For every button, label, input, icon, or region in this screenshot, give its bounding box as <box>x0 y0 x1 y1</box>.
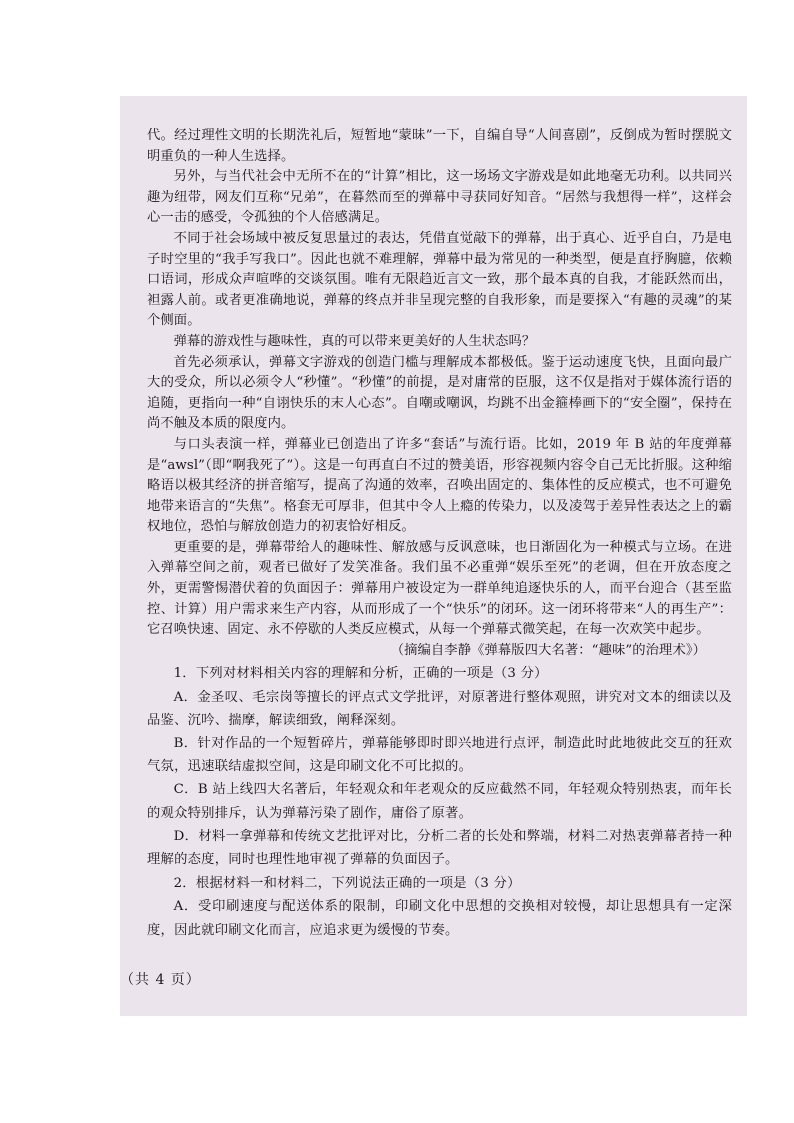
question-stem: 2．根据材料一和材料二，下列说法正确的一项是（3 分） <box>173 876 521 892</box>
paragraph: 首先必须承认，弹幕文字游戏的创造门槛与理解成本都极低。鉴于运动速度飞快，且面向最广大的受众，所以必须令人“秒懂”。“秒懂”的前提，是对庸常的臣服，这不仅是指对于媒体流行语的追随，更指向一种“自诩快乐的末人心态”。自嘲或嘲讽，均跳不出金箍棒画下的“安全圈”，保持在尚不触及本质的限度内。 <box>147 354 732 432</box>
paragraph: 不同于社会场域中被反复思量过的表达，凭借直觉敲下的弹幕，出于真心、近乎自白，乃是电子时空里的“我手写我口”。因此也就不难理解，弹幕中最为常见的一种类型，便是直抒胸臆，依赖口语词，形成众声喧哗的交谈氛围。唯有无限趋近言文一致，那个最本真的自我，才能跃然而出，袒露人前。或者更准确地说，弹幕的终点并非呈现完整的自我形象，而是要探入“有趣的灵魂”的某个侧面。 <box>147 230 732 329</box>
option-a: A．受印刷速度与配送体系的限制，印刷文化中思想的交换相对较慢，却让思想具有一定深度，因此就印刷文化而言，应追求更为缓慢的节奏。 <box>147 899 732 938</box>
exam-page <box>120 96 747 1016</box>
page-count-footer: （共 4 页） <box>120 972 201 988</box>
option-c: C．B 站上线四大名著后，年轻观众和年老观众的反应截然不同，年轻观众特别热衷，而年长的观众特别排斥，认为弹幕污染了剧作，庸俗了原著。 <box>147 782 732 821</box>
paragraph: 另外，与当代社会中无所不在的“计算”相比，这一场场文字游戏是如此地毫无功利。以共同兴趣为纽带，网友们互称“兄弟”，在暮然而至的弹幕中寻获同好知音。“居然与我想得一样”，这样会心一击的感受，令孤独的个人倍感满足。 <box>147 169 732 226</box>
question-1 <box>147 662 732 871</box>
paragraph: 更重要的是，弹幕带给人的趣味性、解放感与反讽意味，也日渐固化为一种模式与立场。在进入弹幕空间之前，观者已做好了发笑准备。我们虽不必重弹“娱乐至死”的老调，但在开放态度之外，更需警惕潜伏着的负面因子：弹幕用户被设定为一群单纯追逐快乐的人，而平台迎合（甚至监控、计算）用户需求来生产内容，从而形成了一个“快乐”的闭环。这一闭环将带来“人的再生产”：它召唤快速、固定、永不停歇的人类反应模式，从每一个弹幕式微笑起，在每一次欢笑中起步。 <box>147 539 732 638</box>
question-2 <box>147 872 732 942</box>
paragraph-question: 弹幕的游戏性与趣味性，真的可以带来更美好的人生状态吗？ <box>173 333 536 349</box>
option-a: A．金圣叹、毛宗岗等擅长的评点式文学批评，对原著进行整体观照，讲究对文本的细读以及品鉴、沉吟、揣摩，解读细致，阐释深刻。 <box>147 689 732 728</box>
question-stem: 1．下列对材料相关内容的理解和分析，正确的一项是（3 分） <box>173 666 548 682</box>
option-d: D．材料一拿弹幕和传统文艺批评对比，分析二者的长处和弊端，材料二对热衷弹幕者持一种理解的态度，同时也理性地审视了弹幕的负面因子。 <box>147 828 732 868</box>
source-citation: （摘编自李静《弹幕版四大名著：“趣味”的治理术》） <box>390 642 706 658</box>
paragraph: 与口头表演一样，弹幕业已创造出了许多“套话”与流行语。比如，2019 年 B 站的年度弹幕是“awsl”（即“啊我死了”）。这是一句再直白不过的赞美语，形容视频内容令自己无比折服。这种缩略语以极其经济的拼音缩写，提高了沟通的效率，召唤出固定的、集体性的反应模式，也不可避免地带来语言的“失焦”。格套无可厚非，但其中令人上瘾的传染力，以及凌驾于差异性表达之上的霸权地位，恐怕与解放创造力的初衷恰好相反。 <box>147 436 732 535</box>
page-content <box>147 126 732 942</box>
paragraph-continued: 代。经过理性文明的长期洗礼后，短暂地“蒙昧”一下，自编自导“人间喜剧”，反倒成为暂时摆脱文明重负的一种人生选择。 <box>147 128 732 164</box>
option-b: B．针对作品的一个短暂碎片，弹幕能够即时即兴地进行点评，制造此时此地彼此交互的狂欢气氛，迅速联结虚拟空间，这是印刷文化不可比拟的。 <box>147 736 732 775</box>
